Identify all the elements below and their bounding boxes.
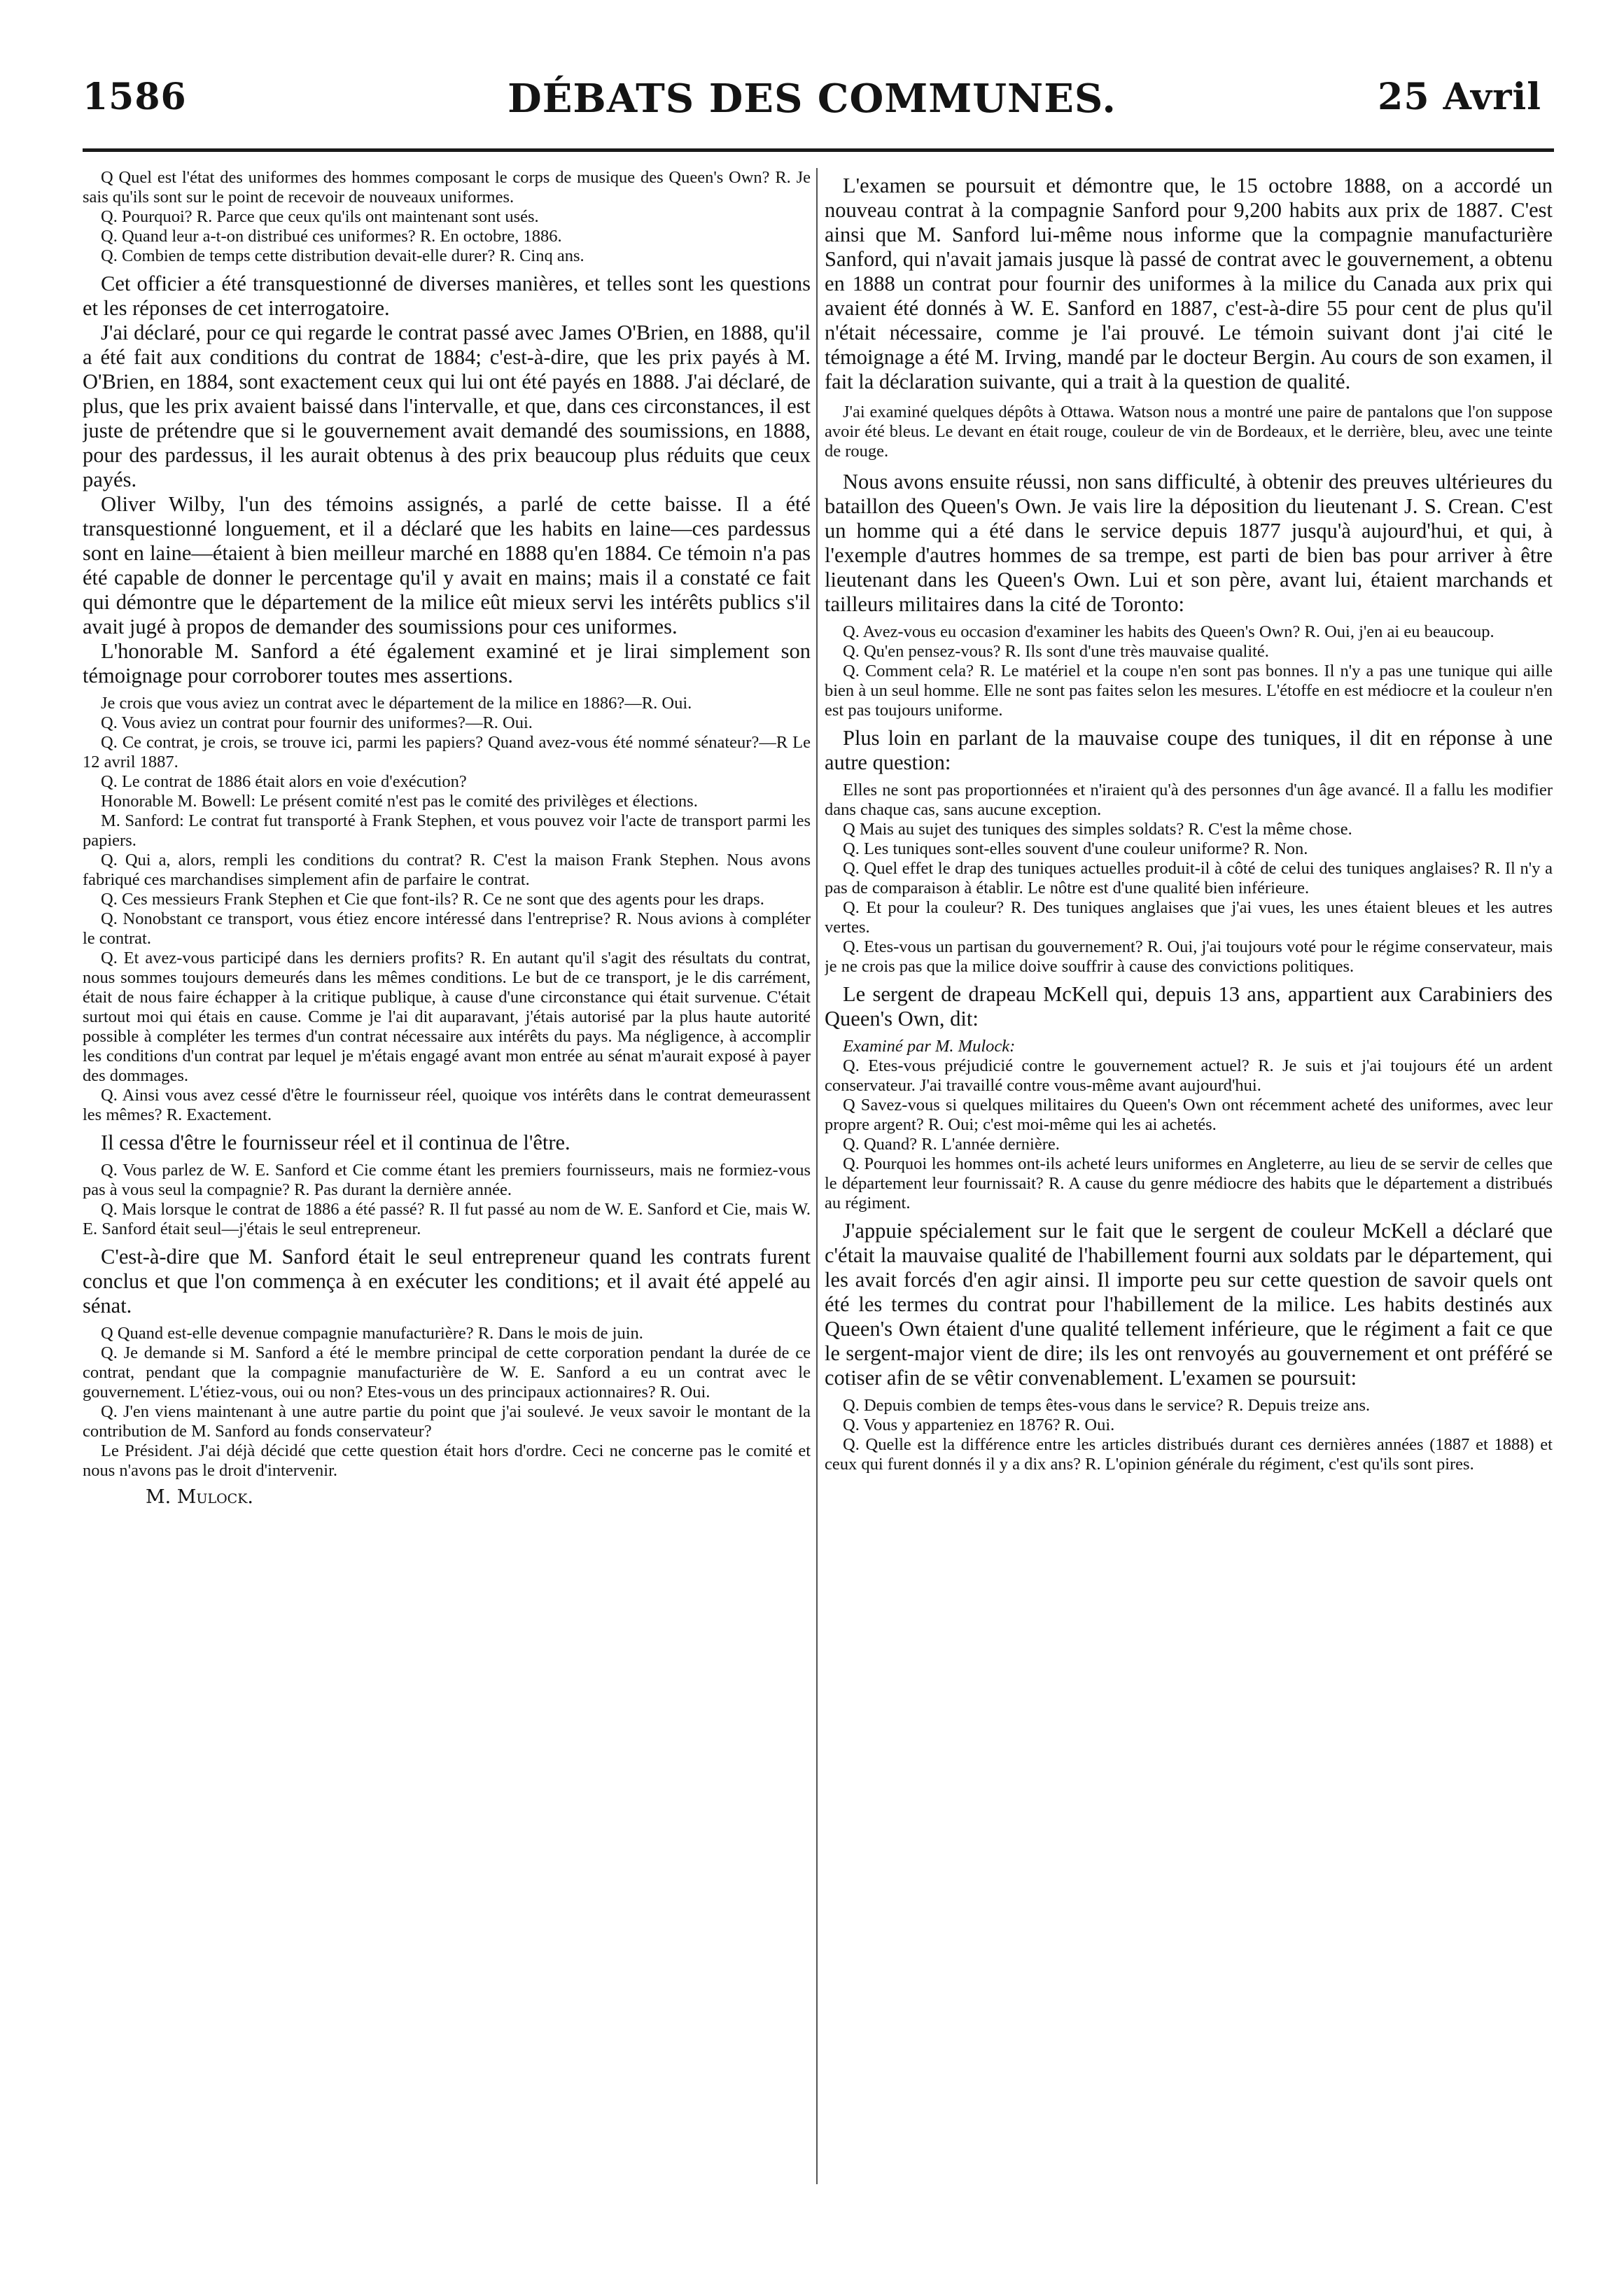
testimony-line: Q. Vous parlez de W. E. Sanford et Cie comme étant les premiers fournisseurs, mais ne formiez-vous pas à vous seul la compagnie? R. Pas durant la dernière année. (83, 1161, 811, 1199)
left-column (83, 168, 811, 2229)
testimony-line: Q Mais au sujet des tuniques des simples soldats? R. C'est la même chose. (843, 820, 1352, 839)
testimony-line: Q. Ces messieurs Frank Stephen et Cie que font-ils? R. Ce ne sont que des agents pour les draps. (101, 890, 764, 909)
testimony-line: Q. Quand? R. L'année dernière. (843, 1135, 1060, 1154)
testimony-line: Q. Quel effet le drap des tuniques actuelles produit-il à côté de celui des tuniques anglaises? R. Il n'y a pas de comparaison à établir. Le nôtre est d'une qualité bien inférieure. (825, 859, 1553, 897)
testimony-line: Q Quand est-elle devenue compagnie manufacturière? R. Dans le mois de juin. (101, 1324, 643, 1343)
testimony-line: Q. Pourquoi? R. Parce que ceux qu'ils ont maintenant sont usés. (101, 207, 539, 226)
testimony-line: M. Sanford: Le contrat fut transporté à Frank Stephen, et vous pouvez voir l'acte de transport parmi les papiers. (83, 811, 811, 850)
testimony-line: Q. Etes-vous préjudicié contre le gouvernement actuel? R. Je suis et j'ai toujours été un ardent conservateur. J'ai travaillé contre vous-même avant aujourd'hui. (825, 1056, 1553, 1095)
speech-paragraph: Nous avons ensuite réussi, non sans difficulté, à obtenir des preuves ultérieures du bataillon des Queen's Own. Je vais lire la déposition du lieutenant J. S. Crean. C'est un homme qui a été dans le service depuis 1877 jusqu'à aujourd'hui, et qui, à l'exemple d'autres hommes de sa trempe, est parti de bien bas pour arriver à être lieutenant dans les Queen's Own. Lui et son père, avant lui, étaient marchands et tailleurs militaires dans la cité de Toronto: (825, 470, 1553, 616)
testimony-line: Q. Qui a, alors, rempli les conditions du contrat? R. C'est la maison Frank Stephen. Nous avons fabriqué ces marchandises simplement afin de parfaire le contrat. (83, 851, 811, 889)
testimony-line: Q. Comment cela? R. Le matériel et la coupe n'en sont pas bonnes. Il n'y a pas une tunique qui aille bien à un seul homme. Elle ne sont pas faites selon les mesures. L'étoffe en est médiocre et la couleur n'en est pas toujours uniforme. (825, 662, 1553, 720)
testimony-line: Q. Quelle est la différence entre les articles distribués durant ces dernières années (1887 et 1888) et ceux qui furent donnés il y a dix ans? R. L'opinion générale du régiment, c'est qu'ils sont pires. (825, 1435, 1553, 1474)
testimony-line: Q. Avez-vous eu occasion d'examiner les habits des Queen's Own? R. Oui, j'en ai eu beaucoup. (843, 622, 1494, 641)
testimony-block (825, 781, 1553, 977)
testimony-line: Q. Le contrat de 1886 était alors en voie d'exécution? (101, 772, 467, 791)
right-column (825, 168, 1553, 2229)
testimony-line: Q. Quand leur a-t-on distribué ces uniformes? R. En octobre, 1886. (101, 227, 562, 246)
column-divider (816, 168, 818, 2184)
speech-paragraph: L'honorable M. Sanford a été également examiné et je lirai simplement son témoignage pour corroborer toutes mes assertions. (83, 639, 811, 687)
testimony-line: Q. Vous aviez un contrat pour fournir des uniformes?—R. Oui. (101, 713, 533, 732)
speech-paragraph: J'ai déclaré, pour ce qui regarde le contrat passé avec James O'Brien, en 1888, qu'il a été fait aux conditions du contrat de 1884; c'est-à-dire, que les prix payés à M. O'Brien, en 1884, sont exactement ceux qui lui ont été payés en 1888. J'ai déclaré, de plus, que les prix avaient baissé dans l'intervalle, et que, dans ces circonstances, il est juste de prétendre que si le gouvernement avait demandé des soumissions, en 1888, pour des pardessus, il les aurait obtenus à des prix beaucoup plus réduits que ceux payés. (83, 321, 811, 491)
speech-paragraph: Le sergent de drapeau McKell qui, depuis 13 ans, appartient aux Carabiniers des Queen's Own, dit: (825, 982, 1553, 1030)
speech-block (83, 1245, 811, 1318)
speech-paragraph: Cet officier a été transquestionné de diverses manières, et telles sont les questions et les réponses de cet interrogatoire. (83, 272, 811, 320)
testimony-line: Q. Qu'en pensez-vous? R. Ils sont d'une très mauvaise qualité. (843, 642, 1269, 661)
testimony-line: Q Savez-vous si quelques militaires du Queen's Own ont récemment acheté des uniformes, avec leur propre argent? R. Oui; c'est moi-même qui les ai achetés. (825, 1096, 1553, 1134)
testimony-block (825, 1056, 1553, 1213)
testimony-line: Q. Depuis combien de temps êtes-vous dans le service? R. Depuis treize ans. (843, 1396, 1371, 1415)
testimony-line: Q. Combien de temps cette distribution devait-elle durer? R. Cinq ans. (101, 246, 584, 265)
speech-block (825, 174, 1553, 394)
examiner-heading: Examiné par M. Mulock: (843, 1037, 1016, 1056)
header-rule (83, 148, 1554, 152)
page-title: DÉBATS DES COMMUNES. (507, 76, 1116, 122)
speech-block (825, 470, 1553, 617)
testimony-block (825, 1396, 1553, 1474)
testimony-line: Je crois que vous aviez un contrat avec le département de la milice en 1886?—R. Oui. (101, 694, 692, 713)
testimony-block (825, 622, 1553, 720)
speech-block (83, 1131, 811, 1155)
testimony-line: Q. Et avez-vous participé dans les derniers profits? R. En autant qu'il s'agit des résultats du contrat, nous sommes toujours demeurés dans les mêmes conditions. Le but de ce transport, je le dis carrément, était de nous faire échapper à la critique publique, à cause d'une circonstance qui était survenue. C'était surtout moi qui étais en cause. Comme je l'ai dit auparavant, j'étais autorisé par la plus haute autorité possible à compléter les termes d'un contrat nécessaire aux intérêts du pays. Ma négligence, à accomplir les conditions d'un contrat par lequel je m'étais engagé avant mon entrée au sénat m'aurait exposé à payer des dommages. (83, 949, 811, 1085)
speech-block (825, 726, 1553, 775)
speech-paragraph: Plus loin en parlant de la mauvaise coupe des tuniques, il dit en réponse à une autre question: (825, 726, 1553, 774)
testimony-line: Elles ne sont pas proportionnées et n'iraient qu'à des personnes d'un âge avancé. Il a fallu les modifier dans chaque cas, sans aucune exception. (825, 781, 1553, 819)
page-header (83, 76, 1541, 132)
testimony-block (83, 168, 811, 266)
testimony-line: Q. Ainsi vous avez cessé d'être le fournisseur réel, quoique vos intérêts dans le contrat demeurassent les mêmes? R. Exactement. (83, 1086, 811, 1124)
speech-paragraph: Oliver Wilby, l'un des témoins assignés, a parlé de cette baisse. Il a été transquestionné longuement, et il a déclaré que les habits en laine—ces pardessus sont en laine—étaient à bien meilleur marché en 1888 qu'en 1884. Ce témoin n'a pas été capable de donner le percentage qu'il y avait en mains; mais il a constaté ce fait qui démontre que le département de la milice eût mieux servi les intérêts publics s'il avait jugé à propos de demander des soumissions pour ces uniformes. (83, 492, 811, 638)
page-number: 1586 (83, 76, 187, 118)
testimony-line: Q. Nonobstant ce transport, vous étiez encore intéressé dans l'entreprise? R. Nous avions à compléter le contrat. (83, 909, 811, 948)
testimony-line: Q. Mais lorsque le contrat de 1886 a été passé? R. Il fut passé au nom de W. E. Sanford et Cie, mais W. E. Sanford était seul—j'étais le seul entrepreneur. (83, 1200, 811, 1238)
speech-paragraph: Il cessa d'être le fournisseur réel et il continua de l'être. (101, 1131, 570, 1154)
testimony-line: Q. Etes-vous un partisan du gouvernement? R. Oui, j'ai toujours voté pour le régime conservateur, mais je ne crois pas que la milice doive souffrir à cause des convictions politiques. (825, 937, 1553, 976)
testimony-line: J'ai examiné quelques dépôts à Ottawa. Watson nous a montré une paire de pantalons que l'on suppose avoir été bleus. Le devant en était rouge, couleur de vin de Bordeaux, et le derrière, bleu, avec une teinte de rouge. (825, 403, 1553, 461)
testimony-line: Q. Pourquoi les hommes ont-ils acheté leurs uniformes en Angleterre, au lieu de se servir de celles que le département leur fournissait? R. A cause du genre médiocre des habits que le département a distribués au régiment. (825, 1154, 1553, 1213)
testimony-line: Q. J'en viens maintenant à une autre partie du point que j'ai soulevé. Je veux savoir le montant de la contribution de M. Sanford au fonds conservateur? (83, 1402, 811, 1441)
speech-paragraph: L'examen se poursuit et démontre que, le 15 octobre 1888, on a accordé un nouveau contrat à la compagnie Sanford pour 9,200 habits aux prix de 1887. C'est ainsi que M. Sanford lui-même nous informe que la compagnie manufacturière Sanford, qui n'avait jamais jusque là passé de contrat avec le gouvernement, a obtenu en 1888 un contrat pour fournir des uniformes à la milice du Canada aux prix qui avaient été donnés à W. E. Sanford en 1887, c'est-à-dire 55 pour cent de plus qu'il n'était nécessaire, comme je l'ai prouvé. Le témoin suivant dont j'ai cité le témoignage a été M. Irving, mandé par le docteur Bergin. Au cours de son examen, il fait la déclaration suivante, qui a trait à la question de qualité. (825, 174, 1553, 393)
speech-block (825, 1219, 1553, 1390)
testimony-line: Le Président. J'ai déjà décidé que cette question était hors d'ordre. Ceci ne concerne pas le comité et nous n'avons pas le droit d'intervenir. (83, 1441, 811, 1480)
testimony-line: Q. Vous y apparteniez en 1876? R. Oui. (843, 1416, 1115, 1434)
testimony-line: Q. Et pour la couleur? R. Des tuniques anglaises que j'ai vues, les unes étaient bleues et les autres vertes. (825, 898, 1553, 937)
testimony-line: Honorable M. Bowell: Le présent comité n'est pas le comité des privilèges et élections. (101, 792, 698, 811)
testimony-line: Q Quel est l'état des uniformes des hommes composant le corps de musique des Queen's Own? R. Je sais qu'ils sont sur le point de recevoir de nouveaux uniformes. (83, 168, 811, 207)
speech-block (83, 272, 811, 688)
testimony-block (83, 1324, 811, 1481)
testimony-block (83, 1161, 811, 1239)
speech-paragraph: J'appuie spécialement sur le fait que le sergent de couleur McKell a déclaré que c'était la mauvaise qualité de l'habillement fourni aux soldats par le département, qui les avait forcés d'en agir ainsi. Il importe peu sur cette question de savoir quels ont été les termes du contrat pour l'habillement de la milice. Les habits destinés aux Queen's Own étaient d'une qualité tellement inférieure, que le régiment a fait ce que le sergent-major vient de dire; ils les ont renvoyés au gouvernement et ont préféré se cotiser afin de se vêtir convenablement. L'examen se poursuit: (825, 1219, 1553, 1390)
page-date: 25 Avril (1378, 76, 1541, 118)
speaker-signoff: M. Mulock. (146, 1486, 253, 1508)
testimony-block (83, 694, 811, 1125)
speech-block (825, 982, 1553, 1031)
testimony-block (825, 403, 1553, 461)
testimony-line: Q. Je demande si M. Sanford a été le membre principal de cette corporation pendant la durée de ce contrat, pendant que la compagnie manufacturière de W. E. Sanford a eu un contrat avec le gouvernement. L'étiez-vous, oui ou non? Etes-vous un des principaux actionnaires? R. Oui. (83, 1343, 811, 1402)
testimony-line: Q. Ce contrat, je crois, se trouve ici, parmi les papiers? Quand avez-vous été nommé sénateur?—R Le 12 avril 1887. (83, 733, 811, 771)
speech-paragraph: C'est-à-dire que M. Sanford était le seul entrepreneur quand les contrats furent conclus et que l'on commença à en exécuter les conditions; et il avait été appelé au sénat. (83, 1245, 811, 1318)
testimony-line: Q. Les tuniques sont-elles souvent d'une couleur uniforme? R. Non. (843, 839, 1308, 858)
